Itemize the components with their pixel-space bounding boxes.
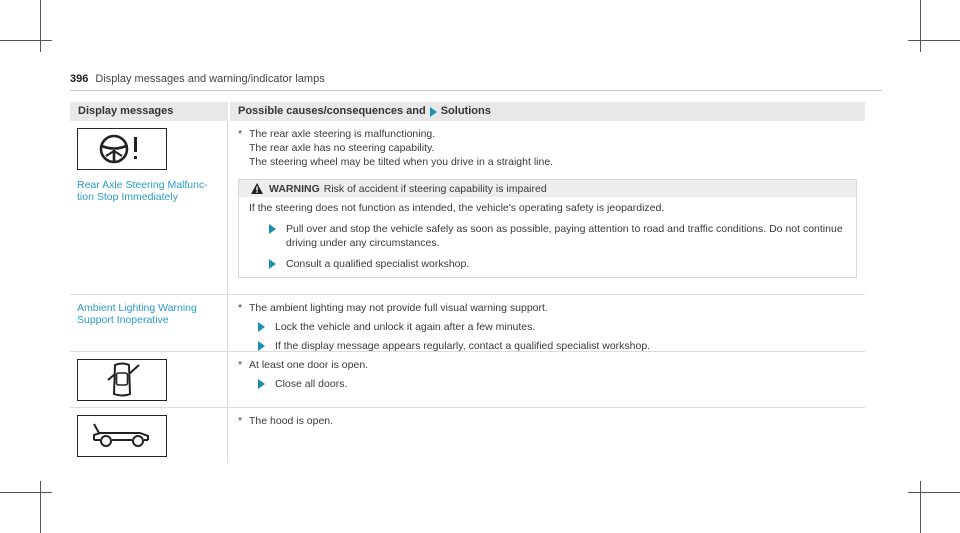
solution-step xyxy=(238,339,857,353)
cause-line: At least one door is open. xyxy=(249,359,369,371)
message-cell xyxy=(70,408,228,463)
display-messages-table xyxy=(70,102,865,463)
header-divider xyxy=(70,90,882,91)
solution-cell xyxy=(228,295,865,351)
cause-line: The steering wheel may be tilted when you drive in a straight line. xyxy=(249,156,554,168)
message-cell xyxy=(70,295,228,351)
warning-header xyxy=(239,180,856,197)
step-text: Lock the vehicle and unlock it again after a few minutes. xyxy=(275,321,536,333)
cause-line: The hood is open. xyxy=(249,415,334,427)
solution-cell xyxy=(228,121,865,294)
asterisk-bullet: * xyxy=(238,128,243,140)
solution-cell xyxy=(228,352,865,407)
step-arrow-icon xyxy=(269,259,276,269)
crop-mark xyxy=(920,481,921,533)
warning-text: If the steering does not function as intended, the vehicle's operating safety is jeopardized. xyxy=(249,202,665,214)
cause-line: The rear axle steering is malfunctioning. xyxy=(249,128,436,140)
crop-mark xyxy=(908,492,960,493)
col-header-messages: Display messages xyxy=(78,105,174,117)
step-arrow-icon xyxy=(258,322,265,332)
door-open-icon xyxy=(77,359,167,401)
col-header-solutions-label: Solutions xyxy=(440,105,491,117)
solution-step xyxy=(249,257,846,271)
step-text: Close all doors. xyxy=(275,378,348,390)
cause-item xyxy=(238,414,857,428)
table-header xyxy=(70,102,865,121)
display-message-text: Rear Axle Steering Malfunc- tion Stop Immediately xyxy=(77,179,208,203)
page-header xyxy=(70,73,325,85)
step-text: Pull over and stop the vehicle safely as soon as possible, paying attention to road and traffic conditions. Do not continue driving under any circumstances. xyxy=(286,223,843,249)
step-text: Consult a qualified specialist workshop. xyxy=(286,258,470,270)
table-row xyxy=(70,295,865,352)
message-cell xyxy=(70,121,228,294)
solution-cell xyxy=(228,408,865,463)
step-arrow-icon xyxy=(269,224,276,234)
col-header-causes-label: Possible causes/consequences and xyxy=(238,105,426,117)
crop-mark xyxy=(908,40,960,41)
cause-line: The rear axle has no steering capability. xyxy=(249,142,435,154)
crop-mark xyxy=(0,492,52,493)
warning-label: WARNING xyxy=(269,182,320,195)
solution-step xyxy=(238,320,857,334)
display-message-text: Ambient Lighting Warning Support Inoperative xyxy=(77,302,197,326)
message-cell xyxy=(70,352,228,407)
table-row xyxy=(70,408,865,463)
cause-item xyxy=(238,301,857,315)
crop-mark xyxy=(0,40,52,41)
col-header-solutions xyxy=(228,102,865,121)
crop-mark xyxy=(920,0,921,52)
warning-title: Risk of accident if steering capability is impaired xyxy=(323,182,547,195)
solution-step xyxy=(238,377,857,391)
arrow-right-icon xyxy=(430,107,437,117)
steering-wheel-warning-icon xyxy=(77,128,167,170)
table-row xyxy=(70,352,865,408)
hood-open-icon xyxy=(77,415,167,457)
crop-mark xyxy=(40,0,41,52)
cause-item xyxy=(238,127,857,169)
step-text: If the display message appears regularly, contact a qualified specialist workshop. xyxy=(275,340,651,352)
crop-mark xyxy=(40,481,41,533)
asterisk-bullet: * xyxy=(238,302,243,314)
asterisk-bullet: * xyxy=(238,359,243,371)
page-number: 396 xyxy=(70,73,89,85)
step-arrow-icon xyxy=(258,379,265,389)
solution-step xyxy=(249,222,846,250)
step-arrow-icon xyxy=(258,341,265,351)
asterisk-bullet: * xyxy=(238,415,243,427)
cause-line: The ambient lighting may not provide full visual warning support. xyxy=(249,302,548,314)
warning-triangle-icon xyxy=(251,183,263,194)
table-row xyxy=(70,121,865,295)
section-title: Display messages and warning/indicator lamps xyxy=(95,73,325,85)
warning-box xyxy=(238,179,857,278)
cause-item xyxy=(238,358,857,372)
warning-body xyxy=(239,197,856,277)
